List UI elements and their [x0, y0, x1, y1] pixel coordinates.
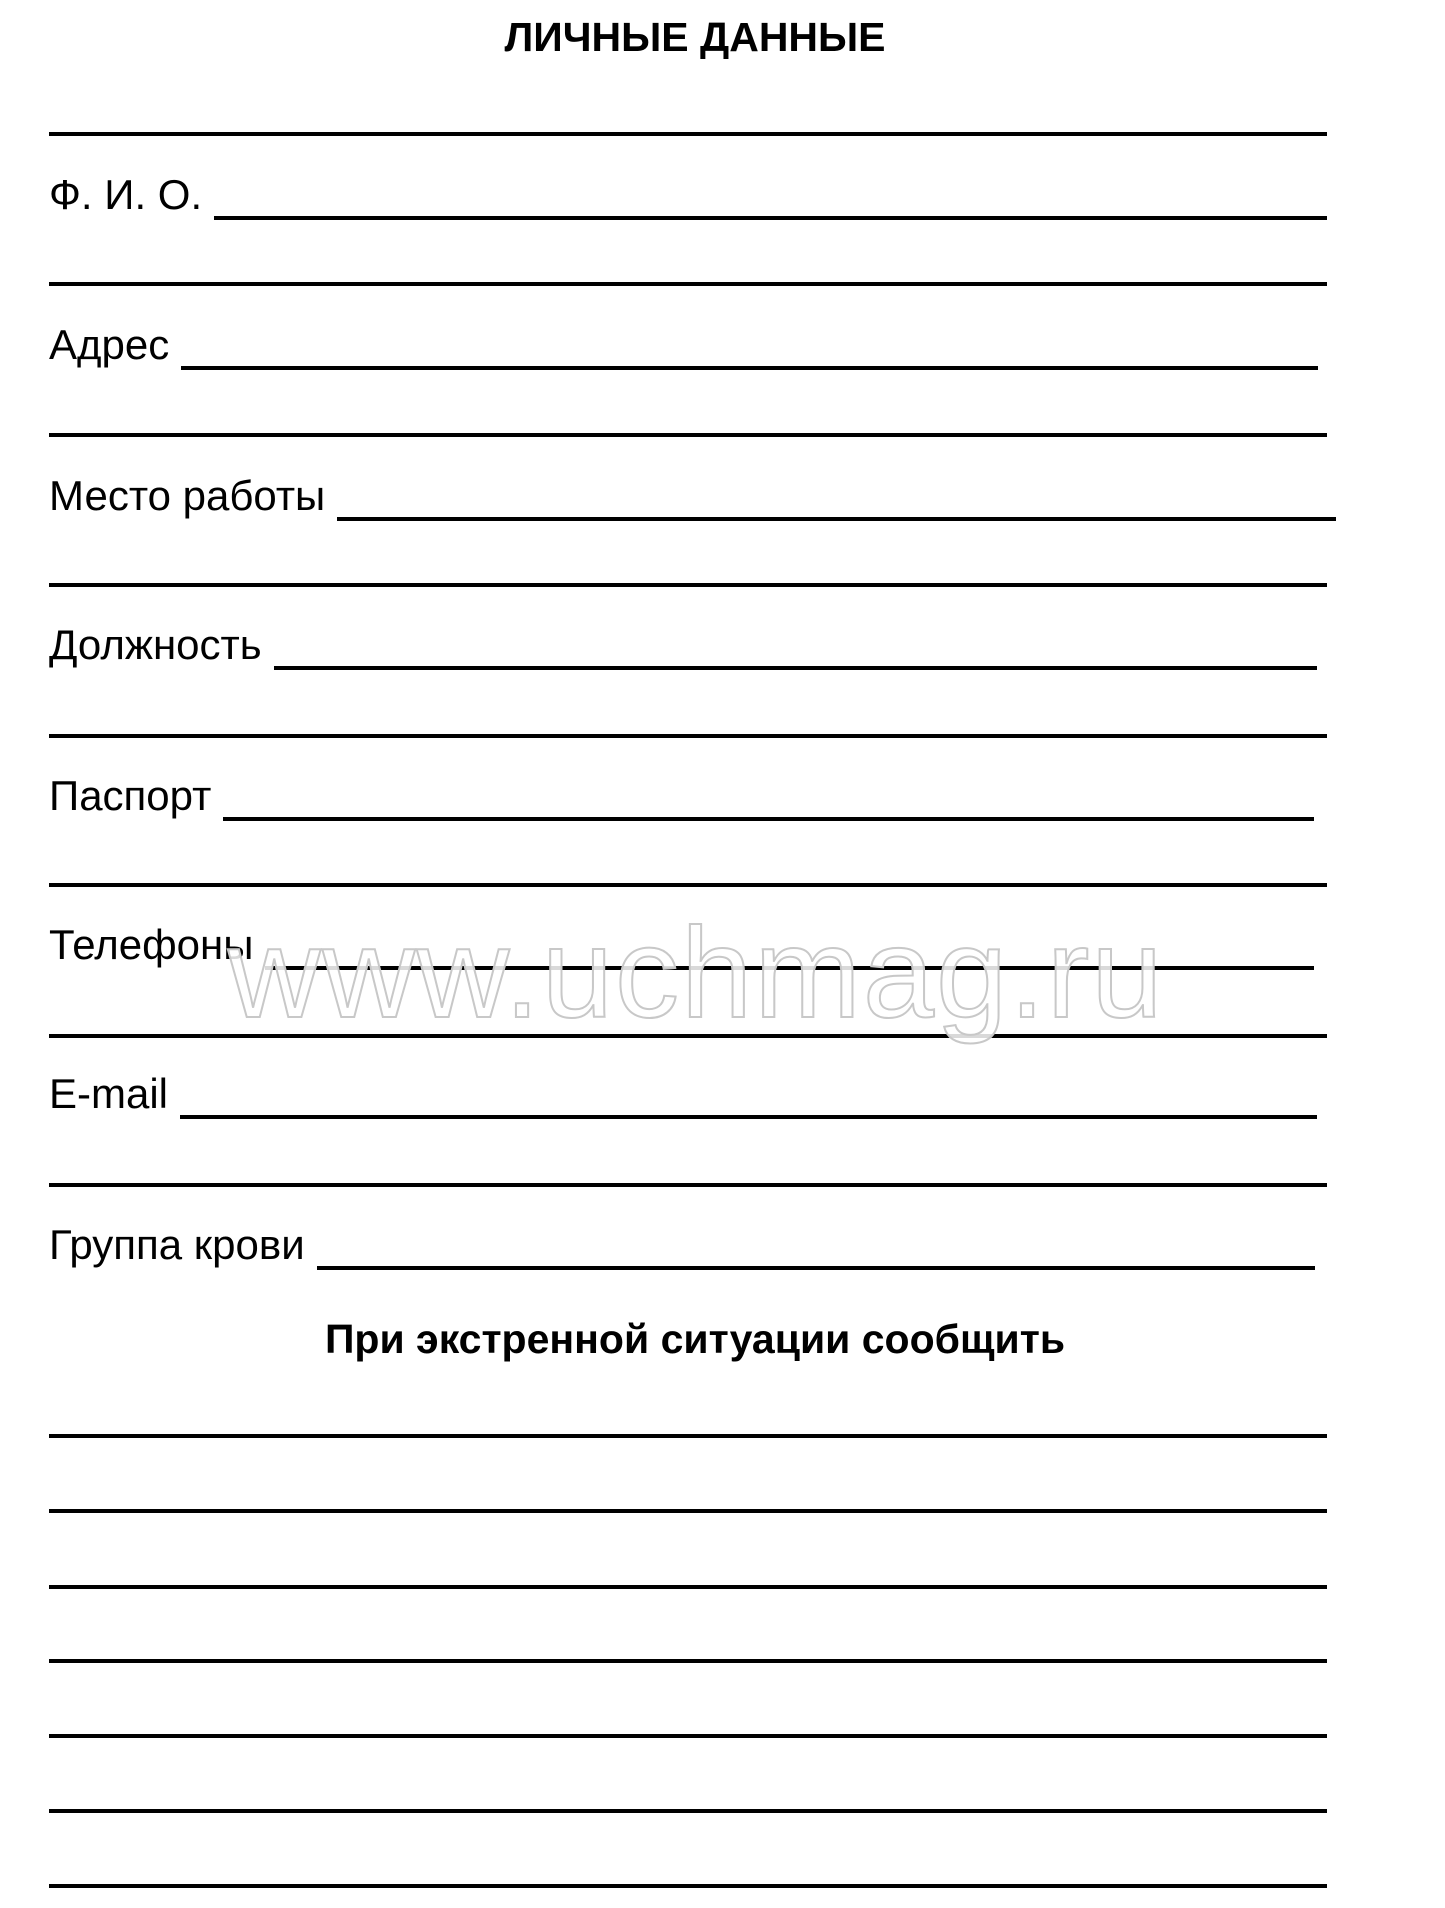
field-workplace[interactable] — [49, 467, 1336, 517]
field-label: Группа крови — [49, 1221, 305, 1268]
field-fio[interactable] — [49, 166, 1327, 216]
field-label: Ф. И. О. — [49, 171, 203, 218]
emergency-line[interactable] — [49, 1809, 1327, 1813]
field-passport[interactable] — [49, 767, 1314, 817]
page-title: ЛИЧНЫЕ ДАННЫЕ — [504, 14, 886, 60]
field-underline[interactable] — [317, 1266, 1315, 1270]
blank-line — [49, 734, 1327, 738]
emergency-line[interactable] — [49, 1884, 1327, 1888]
blank-line — [49, 583, 1327, 587]
emergency-line[interactable] — [49, 1509, 1327, 1513]
field-label: Телефоны — [49, 921, 254, 968]
emergency-line[interactable] — [49, 1659, 1327, 1663]
emergency-line[interactable] — [49, 1434, 1327, 1438]
emergency-title: При экстренной ситуации сообщить — [324, 1316, 1066, 1362]
field-underline[interactable] — [274, 666, 1317, 670]
field-underline[interactable] — [223, 817, 1314, 821]
field-label: Паспорт — [49, 772, 212, 819]
blank-line — [49, 282, 1327, 286]
blank-line — [49, 132, 1327, 136]
blank-line — [49, 883, 1327, 887]
field-underline[interactable] — [181, 366, 1318, 370]
watermark: www.uchmag.ru — [228, 902, 1165, 1045]
field-label: Место работы — [49, 472, 326, 519]
field-underline[interactable] — [337, 517, 1336, 521]
field-label: Адрес — [49, 321, 170, 368]
emergency-line[interactable] — [49, 1585, 1327, 1589]
field-label: E-mail — [49, 1070, 169, 1117]
field-underline[interactable] — [214, 216, 1327, 220]
field-underline[interactable] — [180, 1115, 1317, 1119]
blank-line — [49, 1183, 1327, 1187]
field-email[interactable] — [49, 1065, 1317, 1115]
field-address[interactable] — [49, 316, 1318, 366]
field-position[interactable] — [49, 616, 1317, 666]
field-label: Должность — [49, 621, 262, 668]
field-blood-group[interactable] — [49, 1216, 1315, 1266]
blank-line — [49, 433, 1327, 437]
emergency-line[interactable] — [49, 1734, 1327, 1738]
